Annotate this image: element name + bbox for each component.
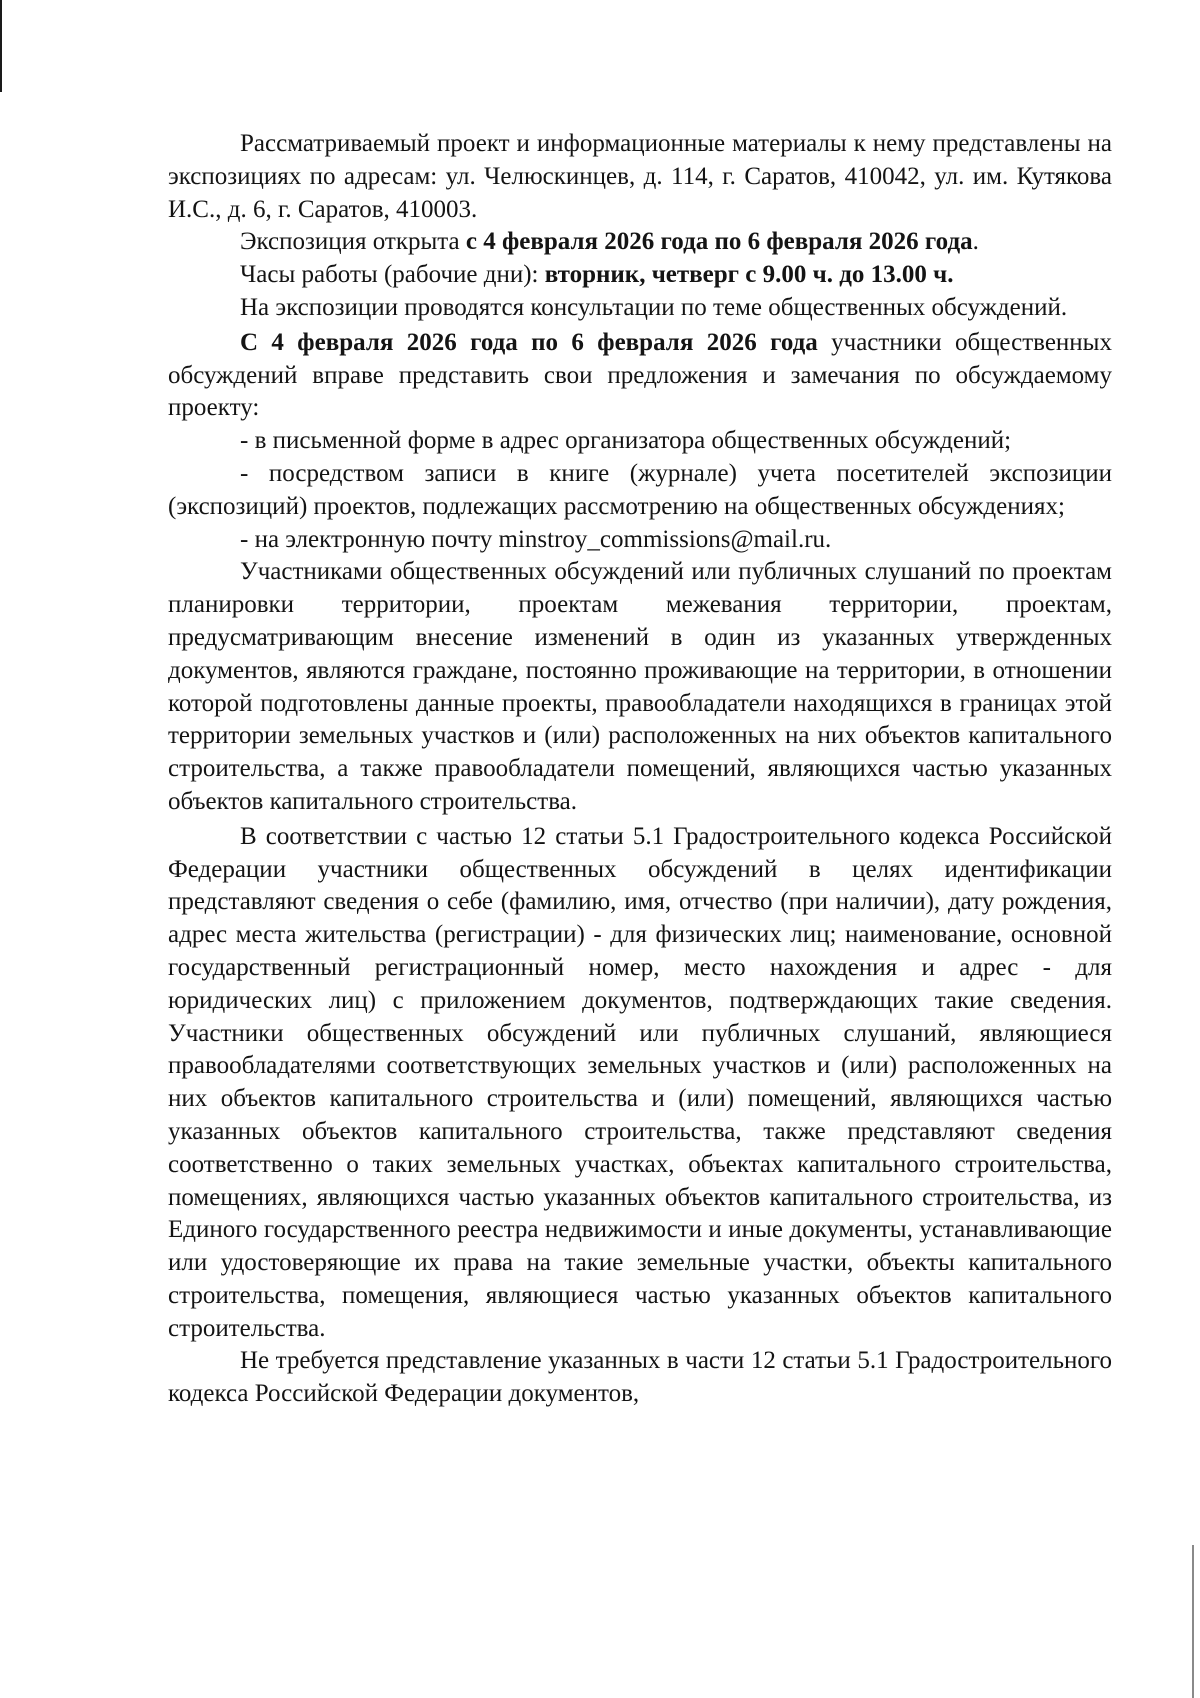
- proposal-period-bold: С 4 февраля 2026 года по 6 февраля 2026 года: [240, 328, 818, 356]
- scan-edge-right: [1192, 1545, 1194, 1698]
- paragraph-not-required: Не требуется представление указанных в части 12 статьи 5.1 Градостроительного кодекса Российской Федерации документов,: [168, 1347, 1112, 1408]
- exposition-dates-bold: с 4 февраля 2026 года по 6 февраля 2026 года: [465, 228, 973, 256]
- paragraph-consultations: На экспозиции проводятся консультации по теме общественных обсуждений.: [240, 293, 1068, 321]
- paragraph-exposition-dates: Экспозиция открыта с 4 февраля 2026 года по 6 февраля 2026 года.: [240, 228, 979, 256]
- paragraph-working-hours: Часы работы (рабочие дни): вторник, четверг с 9.00 ч. до 13.00 ч.: [240, 261, 954, 289]
- paragraph-participants: Участниками общественных обсуждений или публичных слушаний по проектам планировки территории, проектам межевания территории, проектам, предусматривающим внесение изменений в один из указанных утвержденных документов, являются граждане, постоянно проживающие на территории, в отношении которой подготовлены данные проекты, правообладатели находящихся в границах этой территории земельных участков и (или) расположенных на них объектов капитального строительства, а также правообладатели помещений, являющихся частью указанных объектов капитального строительства.: [168, 558, 1112, 815]
- working-hours-bold: вторник, четверг с 9.00 ч. до 13.00 ч.: [544, 261, 954, 289]
- document-body: [168, 128, 1112, 1411]
- paragraph-proposal-period: С 4 февраля 2026 года по 6 февраля 2026 года участники общественных обсуждений вправе представить свои предложения и замечания по обсуждаемому проекту:: [168, 328, 1112, 422]
- paragraph-identification: В соответствии с частью 12 статьи 5.1 Градостроительного кодекса Российской Федерации участники общественных обсуждений в целях идентификации представляют сведения о себе (фамилию, имя, отчество (при наличии), дату рождения, адрес места жительства (регистрации) - для физических лиц; наименование, основной государственный регистрационный номер, место нахождения и адрес - для юридических лиц) с приложением документов, подтверждающих такие сведения. Участники общественных обсуждений или публичных слушаний, являющиеся правообладателями соответствующих земельных участков и (или) расположенных на них объектов капитального строительства и (или) помещений, являющихся частью указанных объектов капитального строительства, также представляют сведения соответственно о таких земельных участках, объектах капитального строительства, помещениях, являющихся частью указанных объектов капитального строительства, из Единого государственного реестра недвижимости и иные документы, устанавливающие или удостоверяющие их права на такие земельные участки, объекты капитального строительства, помещения, являющиеся частью указанных объектов капитального строительства.: [168, 822, 1112, 1342]
- list-item-email: - на электронную почту minstroy_commissions@mail.ru.: [240, 525, 832, 553]
- scan-edge-left: [0, 0, 2, 92]
- list-item-written-form: - в письменной форме в адрес организатора общественных обсуждений;: [240, 427, 1012, 455]
- paragraph-exposition-addresses: Рассматриваемый проект и информационные материалы к нему представлены на экспозициях по адресам: ул. Челюскинцев, д. 114, г. Саратов, 410042, ул. им. Кутякова И.С., д. 6, г. Саратов, 410003.: [168, 130, 1112, 223]
- list-item-visitor-book: - посредством записи в книге (журнале) учета посетителей экспозиции (экспозиций) проектов, подлежащих рассмотрению на общественных обсуждениях;: [168, 459, 1112, 520]
